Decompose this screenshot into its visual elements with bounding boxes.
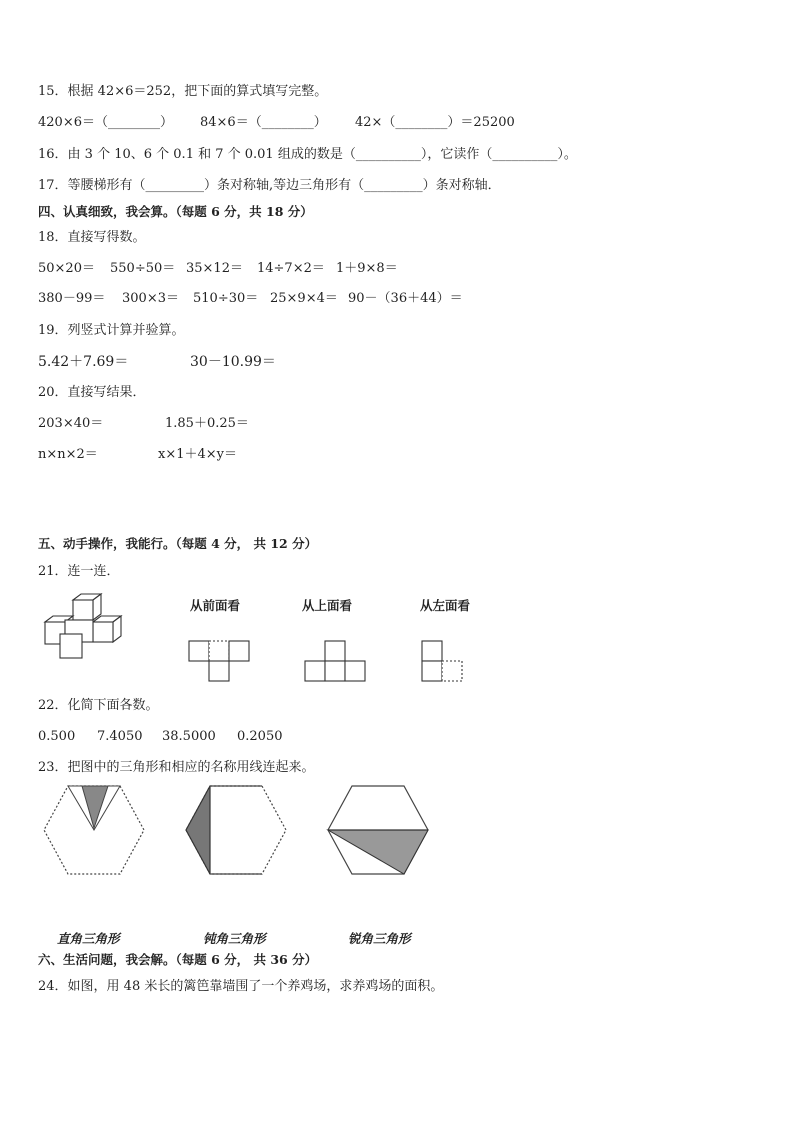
q18-item: 35×12＝: [186, 261, 243, 276]
hexagon-figure-3: [326, 784, 430, 876]
q18-item: 510÷30＝: [193, 291, 259, 306]
q18-item: 50×20＝: [38, 261, 95, 276]
q22-num: 38.5000: [162, 729, 216, 744]
cube-assembly-figure: [40, 592, 128, 660]
q20-d: x×1＋4×y＝: [158, 447, 238, 462]
hexagon-figure-1: [42, 784, 146, 876]
hexagon-figure-2: [184, 784, 288, 876]
q20-b: 1.85＋0.25＝: [165, 416, 249, 431]
q22-num: 0.500: [38, 729, 76, 744]
q18-item: 300×3＝: [122, 291, 179, 306]
q18-item: 550÷50＝: [110, 261, 176, 276]
q22-num: 7.4050: [97, 729, 143, 744]
left-view-figure: [421, 640, 465, 682]
view-label-front: 从前面看: [190, 598, 241, 613]
q15-text: 15．根据 42×6＝252，把下面的算式填写完整。: [38, 84, 328, 99]
q18-item: 1＋9×8＝: [336, 261, 398, 276]
triangle-name-obtuse: 钝角三角形: [203, 931, 266, 946]
triangle-name-right: 直角三角形: [57, 931, 120, 946]
q20-a: 203×40＝: [38, 416, 104, 431]
front-view-figure: [188, 640, 252, 682]
view-label-left: 从左面看: [420, 598, 471, 613]
triangle-name-acute: 锐角三角形: [348, 931, 411, 946]
q18-item: 25×9×4＝: [270, 291, 338, 306]
q16-text: 16．由 3 个 10、6 个 0.1 和 7 个 0.01 组成的数是（__________），它读作（__________）。: [38, 147, 577, 162]
q23-text: 23．把图中的三角形和相应的名称用线连起来。: [38, 760, 315, 775]
q19-a: 5.42＋7.69＝: [38, 354, 129, 370]
section-5-title: 五、动手操作，我能行。（每题 4 分， 共 12 分）: [38, 536, 318, 551]
q17-text: 17．等腰梯形有（_________）条对称轴,等边三角形有（_________）条对称轴．: [38, 178, 501, 193]
q18-item: 90－（36＋44）＝: [348, 291, 463, 306]
q21-text: 21．连一连．: [38, 564, 120, 579]
q15-b: 84×6＝（________）: [200, 115, 327, 130]
q19-b: 30－10.99＝: [190, 354, 276, 370]
q15-a: 420×6＝（________）: [38, 115, 173, 130]
section-4-title: 四、认真细致，我会算。（每题 6 分，共 18 分）: [38, 204, 313, 219]
top-view-figure: [304, 640, 368, 682]
q18-item: 14÷7×2＝: [257, 261, 325, 276]
section-6-title: 六、生活问题，我会解。（每题 6 分， 共 36 分）: [38, 952, 318, 967]
q22-num: 0.2050: [237, 729, 283, 744]
q19-text: 19．列竖式计算并验算。: [38, 323, 185, 338]
q18-item: 380－99＝: [38, 291, 106, 306]
q20-text: 20．直接写结果．: [38, 385, 146, 400]
q22-text: 22．化简下面各数。: [38, 698, 159, 713]
view-label-top: 从上面看: [302, 598, 353, 613]
q24-text: 24．如图，用 48 米长的篱笆靠墙围了一个养鸡场，求养鸡场的面积。: [38, 979, 444, 994]
q15-c: 42×（________）＝25200: [355, 115, 515, 130]
q20-c: n×n×2＝: [38, 447, 98, 462]
q18-text: 18．直接写得数。: [38, 230, 146, 245]
